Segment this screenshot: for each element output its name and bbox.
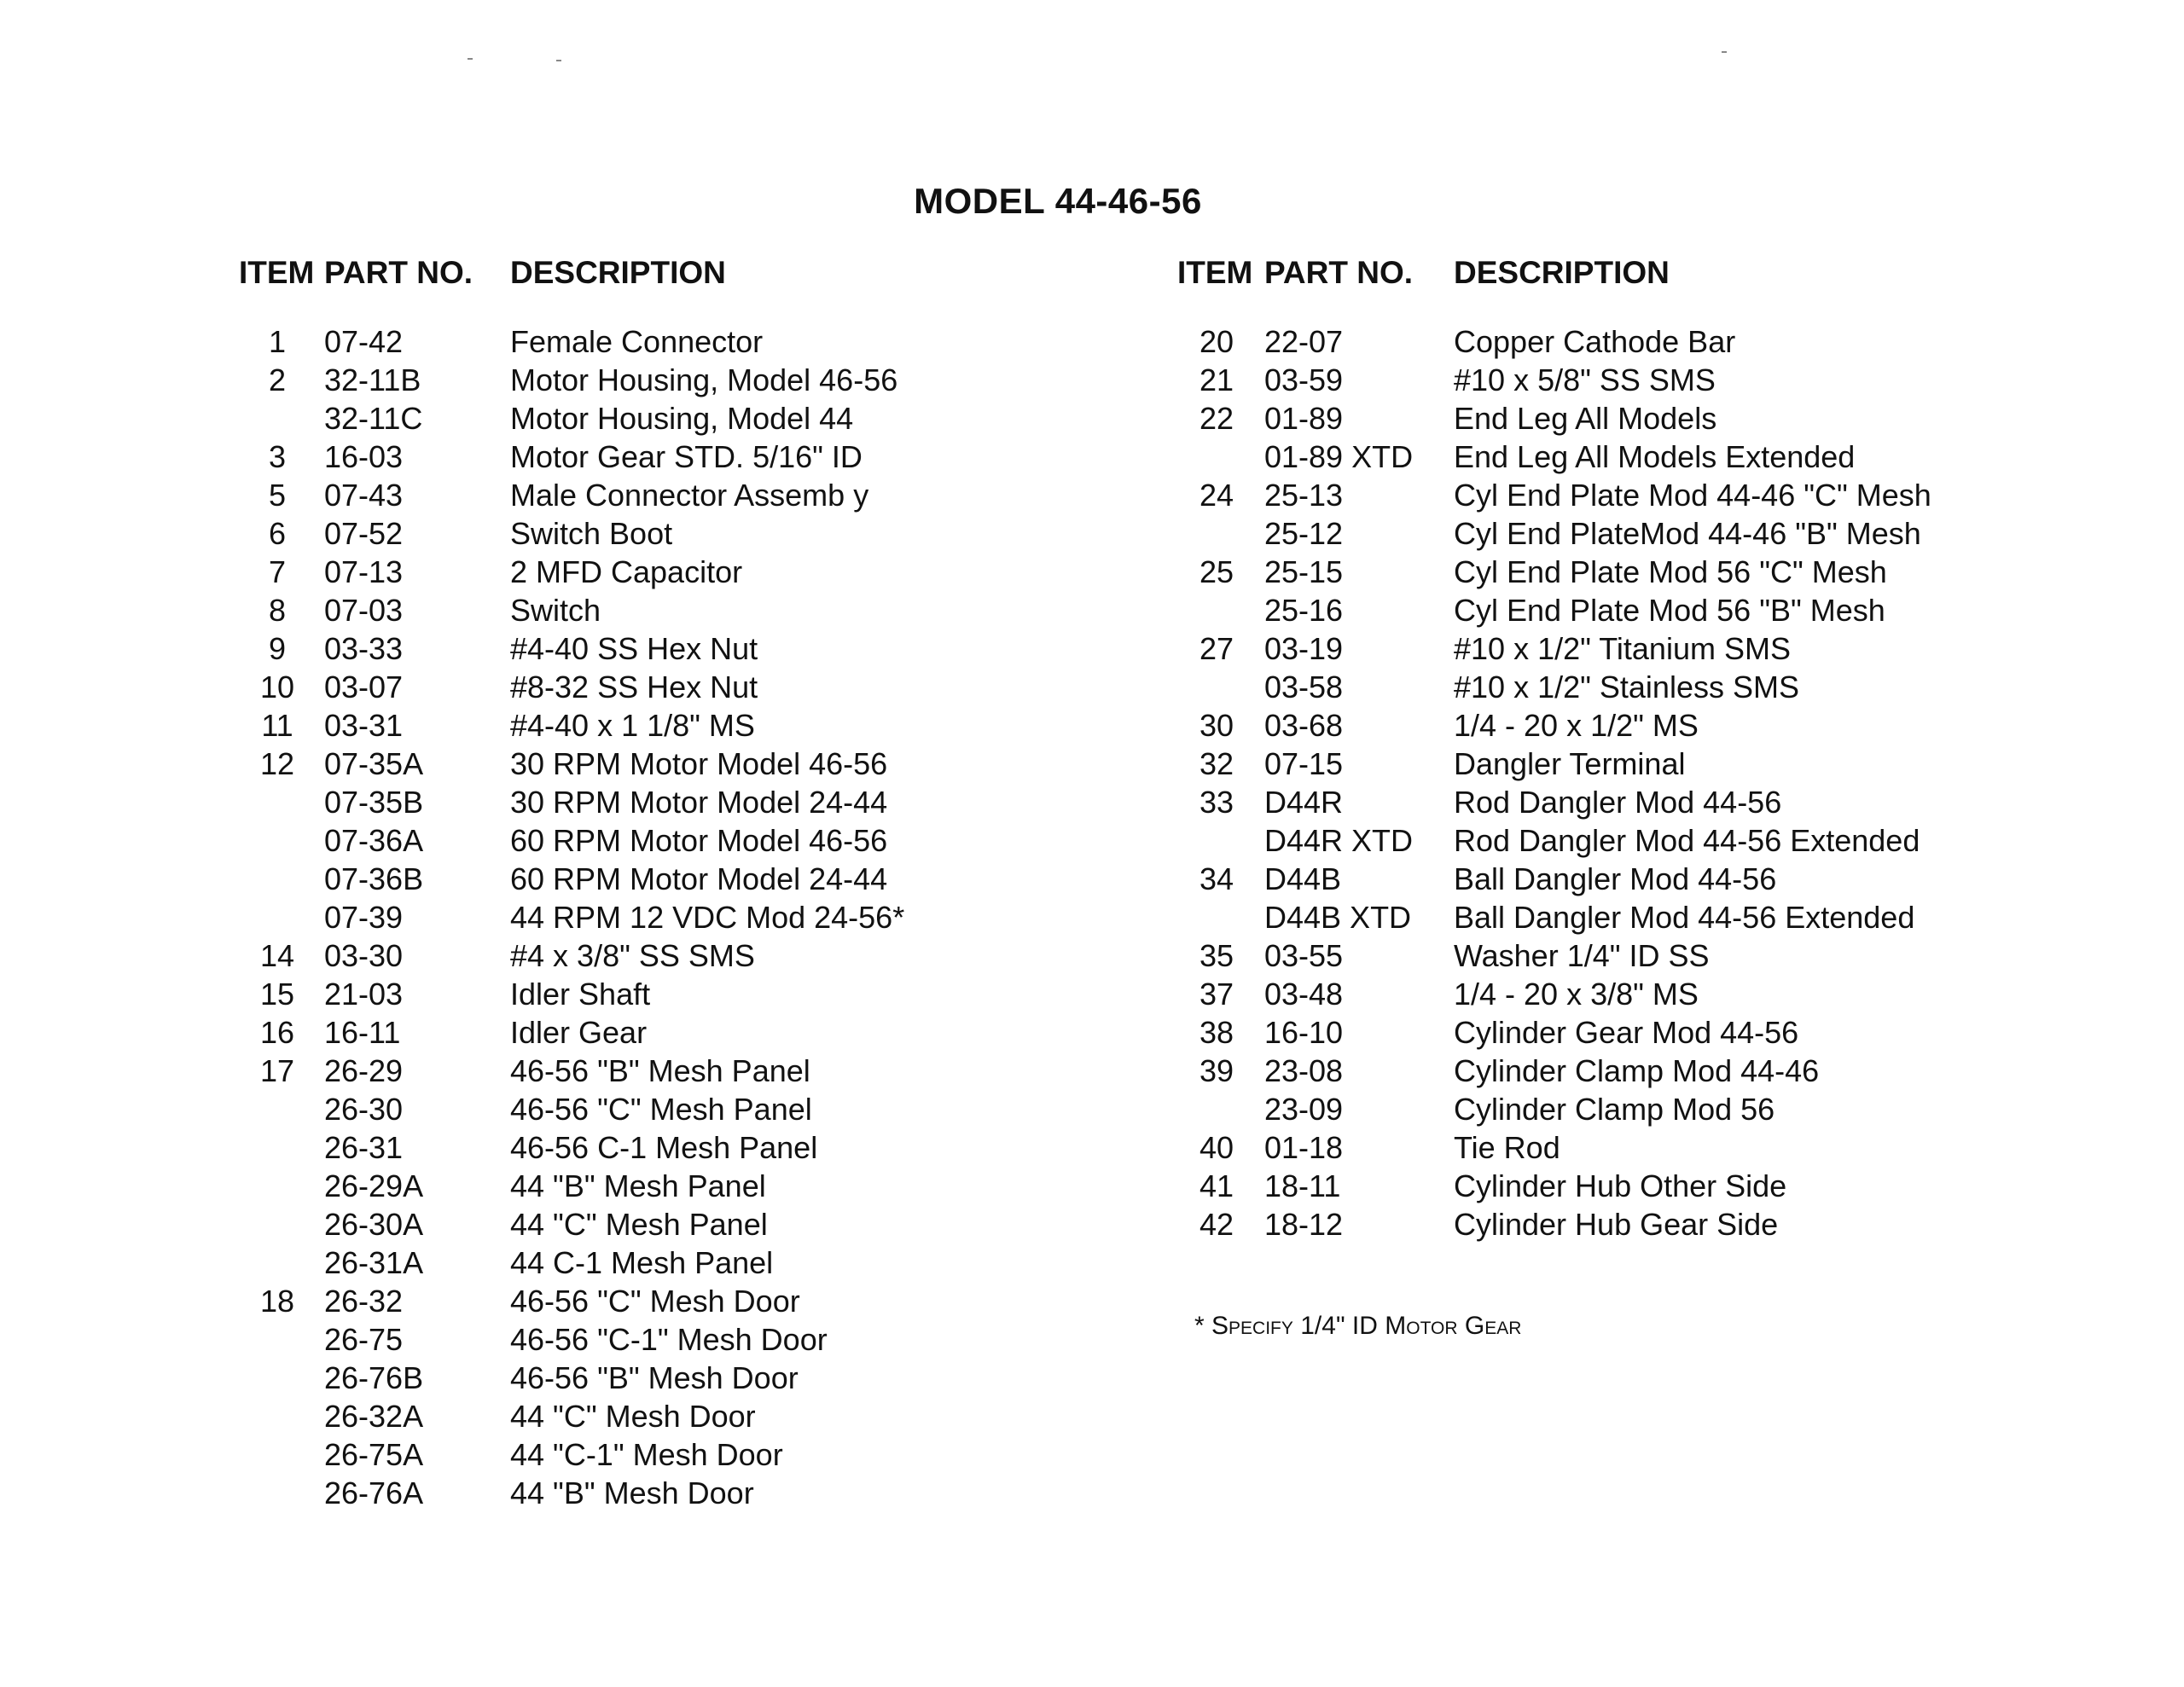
footnote [1194,1312,1521,1341]
description: Dangler Terminal [1454,745,1686,781]
description: Cylinder Gear Mod 44-56 [1454,1014,1799,1050]
table-header [1169,247,2056,299]
part-number: 25-16 [1264,592,1344,628]
item-number: 14 [259,937,295,973]
description: Cylinder Hub Other Side [1454,1168,1787,1203]
description: 30 RPM Motor Model 24-44 [510,784,888,820]
part-number: 26-75 [324,1321,404,1357]
item-number: 37 [1199,976,1234,1012]
part-number: 16-11 [324,1014,401,1050]
table-row [230,975,1109,1013]
part-number: 03-68 [1264,707,1344,743]
part-number: D44R XTD [1264,822,1414,858]
header-item: ITEM [239,255,315,290]
table-row [230,1090,1109,1128]
table-row [230,514,1109,553]
item-number: 22 [1199,400,1234,436]
description: Idler Shaft [510,976,651,1012]
table-row [230,553,1109,591]
description: Tie Rod [1454,1129,1560,1165]
item-number: 1 [268,323,287,359]
description: #10 x 1/2" Stainless SMS [1454,669,1799,704]
part-number: 18-11 [1264,1168,1341,1203]
table-row [1169,1128,2056,1167]
item-number: 34 [1199,861,1234,896]
part-number: 07-36B [324,861,424,896]
part-number: 03-30 [324,937,404,973]
part-number: 26-29 [324,1052,404,1088]
part-number: 23-08 [1264,1052,1344,1088]
table-row [230,438,1109,476]
part-number: 03-58 [1264,669,1344,704]
table-row [1169,322,2056,361]
description: Cylinder Hub Gear Side [1454,1206,1779,1242]
table-row [230,1359,1109,1397]
item-number: 25 [1199,554,1234,589]
description: 44 C-1 Mesh Panel [510,1244,774,1280]
item-number: 33 [1199,784,1234,820]
item-number: 39 [1199,1052,1234,1088]
table-row [230,399,1109,438]
table-row [230,1282,1109,1320]
description: Switch Boot [510,515,673,551]
part-number: 26-32 [324,1283,404,1319]
table-row [1169,706,2056,745]
description: 46-56 "C" Mesh Panel [510,1091,812,1127]
table-body [230,322,1109,1512]
item-number: 3 [268,438,287,474]
item-number: 15 [259,976,295,1012]
scan-speck [556,60,561,61]
item-number: 7 [268,554,287,589]
footnote-text-post: Motor Gear [1385,1312,1522,1340]
table-row [1169,1090,2056,1128]
part-number: 01-18 [1264,1129,1344,1165]
part-number: 03-48 [1264,976,1344,1012]
table-row [1169,860,2056,898]
table-row [1169,745,2056,783]
part-number: 22-07 [1264,323,1344,359]
item-number: 42 [1199,1206,1234,1242]
table-row [1169,668,2056,706]
description: 60 RPM Motor Model 24-44 [510,861,888,896]
footnote-text-pre: Specify [1211,1312,1293,1340]
description: 46-56 "B" Mesh Panel [510,1052,810,1088]
table-row [230,783,1109,821]
item-number: 6 [268,515,287,551]
part-number: 07-39 [324,899,404,935]
table-row [230,1167,1109,1205]
table-row [230,1052,1109,1090]
part-number: 26-76A [324,1475,424,1510]
description: 44 "C" Mesh Panel [510,1206,768,1242]
table-row [1169,1013,2056,1052]
table-row [230,936,1109,975]
table-row [1169,821,2056,860]
description: #4-40 SS Hex Nut [510,630,758,666]
item-number: 5 [268,477,287,513]
header-part-no: PART NO. [324,255,473,290]
description: Cyl End PlateMod 44-46 "B" Mesh [1454,515,1921,551]
part-number: 25-12 [1264,515,1344,551]
description: Washer 1/4" ID SS [1454,937,1710,973]
part-number: 32-11C [324,400,423,436]
description: #10 x 1/2" Titanium SMS [1454,630,1791,666]
description: End Leg All Models Extended [1454,438,1856,474]
description: 44 "C-1" Mesh Door [510,1436,783,1472]
item-number: 12 [259,745,295,781]
description: 1/4 - 20 x 3/8" MS [1454,976,1699,1012]
table-row [1169,1205,2056,1244]
table-row [1169,783,2056,821]
description: 46-56 "C-1" Mesh Door [510,1321,828,1357]
description: 30 RPM Motor Model 46-56 [510,745,888,781]
table-row [1169,1167,2056,1205]
item-number: 32 [1199,745,1234,781]
description: 44 "B" Mesh Door [510,1475,754,1510]
table-row [1169,898,2056,936]
part-number: 03-07 [324,669,404,704]
header-item: ITEM [1177,255,1253,290]
part-number: 07-13 [324,554,404,589]
table-row [230,591,1109,629]
table-row [1169,629,2056,668]
table-row [230,1244,1109,1282]
part-number: 03-33 [324,630,404,666]
part-number: D44R [1264,784,1344,820]
description: 46-56 "B" Mesh Door [510,1359,799,1395]
part-number: 03-55 [1264,937,1344,973]
part-number: 16-10 [1264,1014,1344,1050]
table-row [1169,399,2056,438]
table-row [1169,476,2056,514]
scan-speck [1722,51,1727,53]
table-row [230,1435,1109,1474]
description: Motor Housing, Model 44 [510,400,854,436]
description: 44 RPM 12 VDC Mod 24-56* [510,899,905,935]
description: Cylinder Clamp Mod 56 [1454,1091,1775,1127]
table-body [1169,322,2056,1244]
item-number: 9 [268,630,287,666]
part-number: 26-75A [324,1436,424,1472]
description: Switch [510,592,601,628]
table-row [230,1205,1109,1244]
table-header [230,247,1109,299]
part-number: 26-29A [324,1168,424,1203]
part-number: 26-32A [324,1398,424,1434]
description: Copper Cathode Bar [1454,323,1736,359]
item-number: 35 [1199,937,1234,973]
header-description: DESCRIPTION [1454,255,1670,290]
part-number: 03-31 [324,707,404,743]
description: 44 "B" Mesh Panel [510,1168,766,1203]
item-number: 21 [1199,362,1234,397]
description: End Leg All Models [1454,400,1717,436]
part-number: 07-35B [324,784,424,820]
item-number: 27 [1199,630,1234,666]
item-number: 24 [1199,477,1234,513]
description: Rod Dangler Mod 44-56 [1454,784,1782,820]
table-row [1169,975,2056,1013]
description: 1/4 - 20 x 1/2" MS [1454,707,1699,743]
part-number: 25-13 [1264,477,1344,513]
item-number: 10 [259,669,295,704]
description: 2 MFD Capacitor [510,554,743,589]
part-number: 07-35A [324,745,424,781]
part-number: 21-03 [324,976,404,1012]
part-number: 18-12 [1264,1206,1344,1242]
description: Male Connector Assemb y [510,477,869,513]
table-row [230,1397,1109,1435]
table-row [230,898,1109,936]
part-number: 26-31A [324,1244,424,1280]
item-number: 16 [259,1014,295,1050]
table-row [230,1128,1109,1167]
table-row [230,361,1109,399]
part-number: 07-52 [324,515,404,551]
table-row [1169,553,2056,591]
item-number: 17 [259,1052,295,1088]
description: #4-40 x 1 1/8" MS [510,707,755,743]
item-number: 2 [268,362,287,397]
description: Motor Gear STD. 5/16" ID [510,438,863,474]
item-number: 8 [268,592,287,628]
description: Ball Dangler Mod 44-56 Extended [1454,899,1915,935]
footnote-text-mid: 1/4" ID [1300,1312,1378,1340]
part-number: 07-43 [324,477,404,513]
part-number: D44B [1264,861,1342,896]
description: #10 x 5/8" SS SMS [1454,362,1716,397]
table-row [230,745,1109,783]
description: Idler Gear [510,1014,648,1050]
table-row [230,706,1109,745]
parts-table-right [1169,247,2056,1244]
part-number: 03-59 [1264,362,1344,397]
page-title: MODEL 44-46-56 [914,181,1202,221]
part-number: 26-76B [324,1359,424,1395]
description: Cyl End Plate Mod 56 "B" Mesh [1454,592,1885,628]
header-part-no: PART NO. [1264,255,1414,290]
part-number: 16-03 [324,438,404,474]
description: Female Connector [510,323,764,359]
table-row [230,322,1109,361]
table-row [1169,591,2056,629]
part-number: 25-15 [1264,554,1344,589]
table-row [1169,361,2056,399]
part-number: 07-36A [324,822,424,858]
description: Cyl End Plate Mod 56 "C" Mesh [1454,554,1887,589]
table-row [230,629,1109,668]
table-row [1169,936,2056,975]
part-number: 32-11B [324,362,421,397]
description: Cyl End Plate Mod 44-46 "C" Mesh [1454,477,1931,513]
description: Rod Dangler Mod 44-56 Extended [1454,822,1920,858]
part-number: 26-31 [324,1129,404,1165]
description: 44 "C" Mesh Door [510,1398,756,1434]
part-number: 01-89 XTD [1264,438,1414,474]
header-description: DESCRIPTION [510,255,726,290]
description: Cylinder Clamp Mod 44-46 [1454,1052,1820,1088]
part-number: 26-30 [324,1091,404,1127]
part-number: 03-19 [1264,630,1344,666]
table-row [230,821,1109,860]
part-number: 26-30A [324,1206,424,1242]
table-row [1169,438,2056,476]
item-number: 41 [1199,1168,1234,1203]
description: Ball Dangler Mod 44-56 [1454,861,1777,896]
item-number: 38 [1199,1014,1234,1050]
table-row [230,476,1109,514]
item-number: 40 [1199,1129,1234,1165]
description: #8-32 SS Hex Nut [510,669,758,704]
table-row [1169,1052,2056,1090]
table-row [230,1474,1109,1512]
part-number: 07-03 [324,592,404,628]
description: #4 x 3/8" SS SMS [510,937,755,973]
table-row [230,1013,1109,1052]
table-row [230,860,1109,898]
description: Motor Housing, Model 46-56 [510,362,898,397]
scan-speck [468,58,473,60]
part-number: D44B XTD [1264,899,1412,935]
description: 46-56 C-1 Mesh Panel [510,1129,818,1165]
parts-table-left [230,247,1109,1512]
item-number: 18 [259,1283,295,1319]
part-number: 01-89 [1264,400,1344,436]
footnote-marker: * [1194,1312,1205,1340]
table-row [230,668,1109,706]
table-row [230,1320,1109,1359]
item-number: 20 [1199,323,1234,359]
description: 60 RPM Motor Model 46-56 [510,822,888,858]
item-number: 11 [261,707,293,743]
part-number: 23-09 [1264,1091,1344,1127]
part-number: 07-42 [324,323,404,359]
item-number: 30 [1199,707,1234,743]
table-row [1169,514,2056,553]
part-number: 07-15 [1264,745,1344,781]
description: 46-56 "C" Mesh Door [510,1283,800,1319]
